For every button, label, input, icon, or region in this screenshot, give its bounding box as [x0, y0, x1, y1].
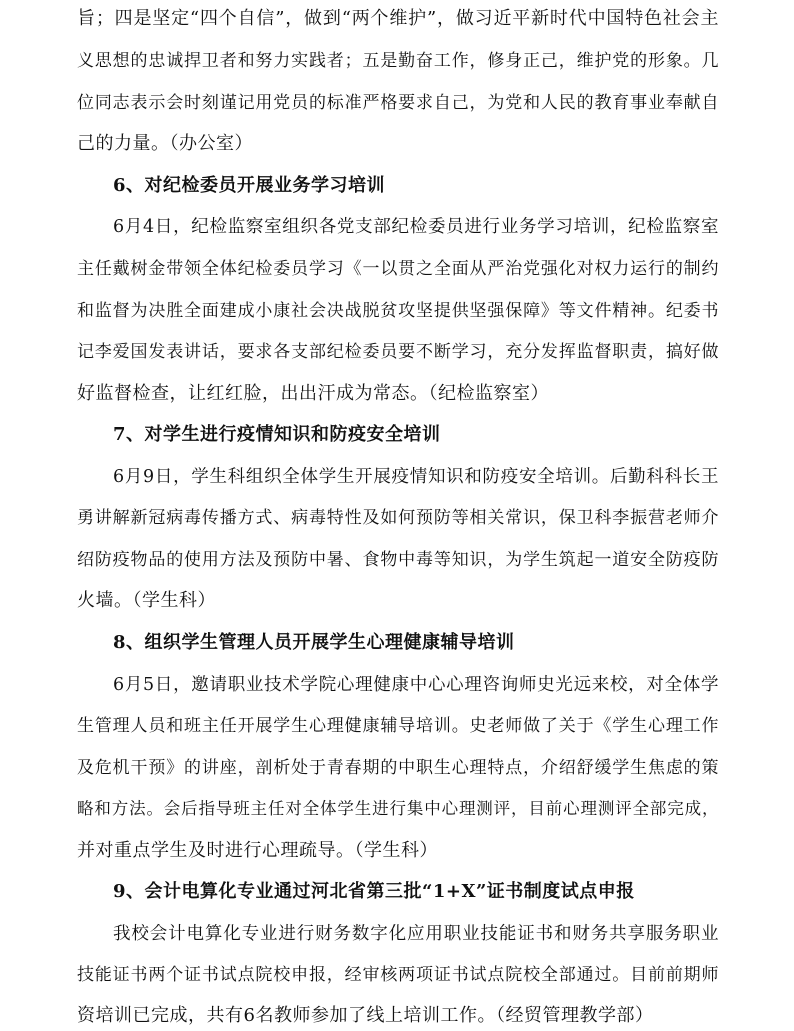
body-text-line: 火墙。（学生科）	[77, 590, 216, 611]
body-text-line: 及危机干预》的讲座，剖析处于青春期的中职生心理特点，介绍舒缓学生焦虑的策	[77, 758, 719, 778]
body-text-line: 生管理人员和班主任开展学生心理健康辅导培训。史老师做了关于《学生心理工作	[77, 716, 719, 736]
body-text-line: 绍防疫物品的使用方法及预防中暑、食物中毒等知识，为学生筑起一道安全防疫防	[77, 550, 719, 570]
body-text-line: 技能证书两个证书试点院校申报，经审核两项证书试点院校全部通过。目前前期师	[77, 965, 719, 985]
body-text-line: 好监督检查，让红红脸，出出汗成为常态。（纪检监察室）	[77, 383, 549, 404]
section-heading: 8、组织学生管理人员开展学生心理健康辅导培训	[113, 632, 515, 653]
body-text-line: 义思想的忠诚捍卫者和努力实践者；五是勤奋工作，修身正己，维护党的形象。几	[77, 51, 719, 71]
body-text-line: 主任戴树金带领全体纪检委员学习《一以贯之全面从严治党强化对权力运行的制约	[77, 259, 719, 279]
body-text-line: 勇讲解新冠病毒传播方式、病毒特性及如何预防等相关常识，保卫科李振营老师介	[77, 508, 719, 528]
body-text-line: 旨；四是坚定“四个自信”，做到“两个维护”，做习近平新时代中国特色社会主	[77, 8, 719, 29]
body-text-line: 略和方法。会后指导班主任对全体学生进行集中心理测评，目前心理测评全部完成，	[77, 799, 719, 818]
body-text-line: 位同志表示会时刻谨记用党员的标准严格要求自己，为党和人民的教育事业奉献自	[77, 93, 719, 113]
body-text-line: 己的力量。（办公室）	[77, 133, 253, 154]
body-text-line: 并对重点学生及时进行心理疏导。（学生科）	[77, 840, 438, 861]
section-heading: 6、对纪检委员开展业务学习培训	[113, 175, 386, 196]
body-text-line: 6月9日，学生科组织全体学生开展疫情知识和防疫安全培训。后勤科科长王	[113, 467, 719, 487]
body-text-line: 我校会计电算化专业进行财务数字化应用职业技能证书和财务共享服务职业	[113, 924, 719, 944]
body-text-line: 记李爱国发表讲话，要求各支部纪检委员要不断学习，充分发挥监督职责，搞好做	[77, 342, 719, 362]
body-text-line: 和监督为决胜全面建成小康社会决战脱贫攻坚提供坚强保障》等文件精神。纪委书	[77, 301, 719, 321]
body-text-line: 6月5日，邀请职业技术学院心理健康中心心理咨询师史光远来校，对全体学	[113, 675, 719, 695]
body-text-line: 资培训已完成，共有6名教师参加了线上培训工作。（经贸管理教学部）	[77, 1005, 654, 1026]
body-text-line: 6月4日，纪检监察室组织各党支部纪检委员进行业务学习培训，纪检监察室	[113, 217, 719, 237]
section-heading: 7、对学生进行疫情知识和防疫安全培训	[113, 424, 441, 445]
section-heading: 9、会计电算化专业通过河北省第三批“1+X”证书制度试点申报	[113, 881, 635, 902]
